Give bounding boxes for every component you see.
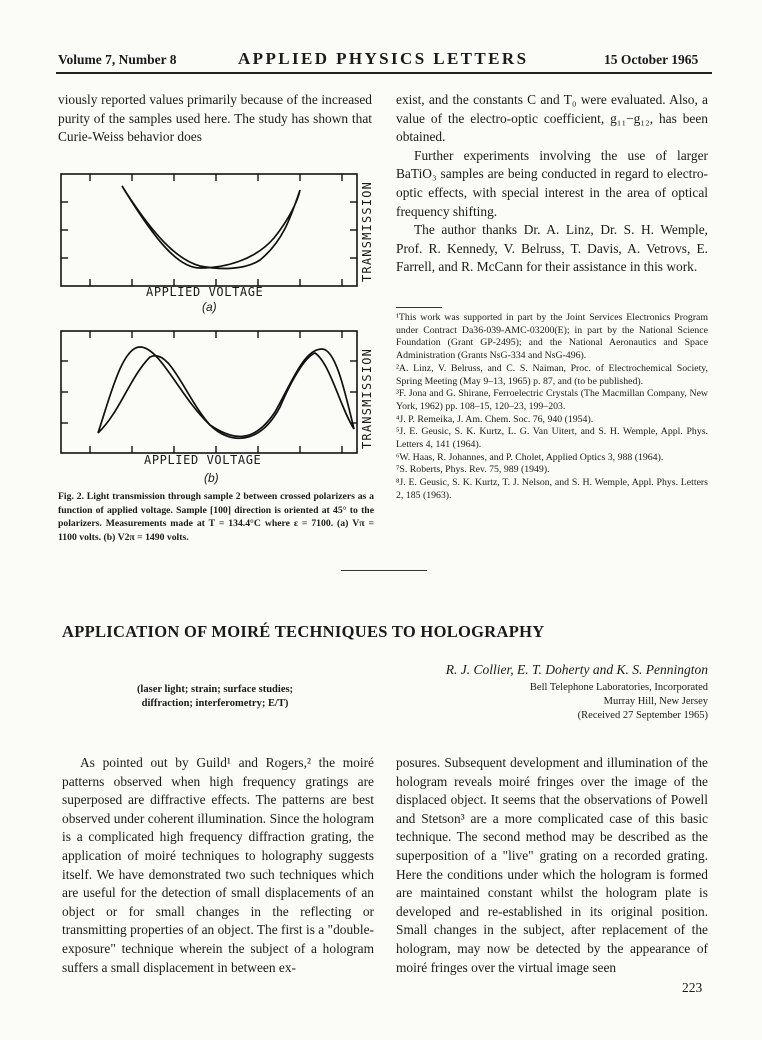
plot-b-svg [60,317,390,457]
figure-b [60,317,390,487]
keywords-line: (laser light; strain; surface studies; [136,684,294,695]
footnote: ³F. Jona and G. Shirane, Ferroelectric Crystals (The Macmillan Company, New York, 1962) pp. 108–15, 120–23, 199–203. [396,388,708,412]
paragraph: exist, and the constants C and T₀ were evaluated. Also, a value of the electro-optic coefficient, g₁₁−g₁₂, has been obtained. [396,92,708,145]
footnote-rule [396,307,442,308]
plot-b-ylabel: TRANSMISSION [360,347,374,449]
paragraph: posures. Subsequent development and illumination of the hologram reveals moiré fringes over the image of the displaced object. It seems that the observations of Powell and Stetson³ are a more complicated case of this basic technique. The second method may be described as the superposition of a "live" grating on a recorded grating. Here the conditions under which the hologram is formed are maintained constant whilst the hologram plate is developed and re-established in its original position. Small changes in the subject, after replacement of the hologram, may now be detected by the appearance of moiré fringes over the virtual image seen [396,755,708,975]
journal-title: APPLIED PHYSICS LETTERS [238,49,529,68]
right-top-text [396,91,708,277]
plot-b-sublabel: (b) [204,471,219,485]
plot-b-xlabel: APPLIED VOLTAGE [144,453,262,467]
issue-date: 15 October 1965 [604,52,699,67]
footnotes [396,312,708,503]
affiliation-line: Bell Telephone Laboratories, Incorporated [529,682,708,693]
volume-label: Volume 7, Number 8 [58,52,177,67]
article-left-column [62,754,374,977]
plot-a-ylabel: TRANSMISSION [360,180,374,282]
footnote: ⁴J. P. Remeika, J. Am. Chem. Soc. 76, 940 (1954). [396,413,594,425]
plot-a-xlabel: APPLIED VOLTAGE [146,285,264,299]
footnote: ⁵J. E. Geusic, S. K. Kurtz, L. G. Van Uitert, and S. H. Wemple, Appl. Phys. Letters 4, 141 (1964). [396,426,708,451]
paragraph: viously reported values primarily because of the increased purity of the samples used here. The study has shown that Curie-Weiss behavior does [58,92,372,145]
affiliation-line: (Received 27 September 1965) [577,710,708,721]
section-separator [341,570,427,571]
plot-a-sublabel: (a) [202,300,217,314]
footnote: ²A. Linz, V. Belruss, and C. S. Naiman, Proc. of Electrochemical Society, Spring Meeting (May 9–13, 1965) p. 87, and (to be published). [396,362,708,387]
footnote: ⁷S. Roberts, Phys. Rev. 75, 989 (1949). [396,464,550,476]
page-number: 223 [682,980,703,995]
paragraph: Further experiments involving the use of larger BaTiO₃ samples are being conducted in regard to electro-optic effects, with special interest in the area of optical frequency shifting. [396,147,708,219]
header-rule [56,72,712,74]
figure-a [60,160,390,314]
article-affiliation [400,681,708,723]
affiliation-line: Murray Hill, New Jersey [603,696,708,707]
paragraph: The author thanks Dr. A. Linz, Dr. S. H. Wemple, Prof. R. Kennedy, V. Belruss, T. Davis, A. Vetrovs, E. Farrell, and R. McCann for their assistance in this work. [396,222,708,275]
article-authors: R. J. Collier, E. T. Doherty and K. S. Pennington [445,662,708,677]
left-top-text [58,91,372,147]
keywords [90,683,340,711]
paragraph: As pointed out by Guild¹ and Rogers,² the moiré patterns observed when high frequency gratings are superposed are diffractive effects. The patterns are best observed under coherent illumination. Since the hologram is a complicated high frequency diffraction grating, the application of moiré techniques to holography suggests itself. We have demonstrated two such techniques which are useful for the detection of small displacements of an object or for small changes in the reflecting or transmitting properties of an object. The first is a "double-exposure" technique wherein the subject of a hologram suffers a small displacement in between ex- [62,755,374,975]
footnote: ⁶W. Haas, R. Johannes, and P. Cholet, Applied Optics 3, 988 (1964). [396,451,664,463]
keywords-line: diffraction; interferometry; E/T) [141,698,289,709]
figure-caption: Fig. 2. Light transmission through sample 2 between crossed polarizers as a function of applied voltage. Sample [100] direction is oriented at 45° to the polarizers. Measurements made at T = 134.4°C where ε = 7100. (a) Vπ = 1100 volts. (b) V2π = 1490 volts. [58,491,374,543]
article-right-column [396,754,708,977]
footnote: ¹This work was supported in part by the Joint Services Electronics Program under Contract Da36-039-AMC-03200(E); in part by the National Science Foundation (Grant GP-2495); and the National Aeronautics and Space Administration (Grants NsG-334 and NsG-496). [396,312,708,362]
footnote: ⁸J. E. Geusic, S. K. Kurtz, T. J. Nelson, and S. H. Wemple, Appl. Phys. Letters 2, 185 (1963). [396,477,708,501]
article-title: APPLICATION OF MOIRÉ TECHNIQUES TO HOLOGRAPHY [62,622,545,641]
